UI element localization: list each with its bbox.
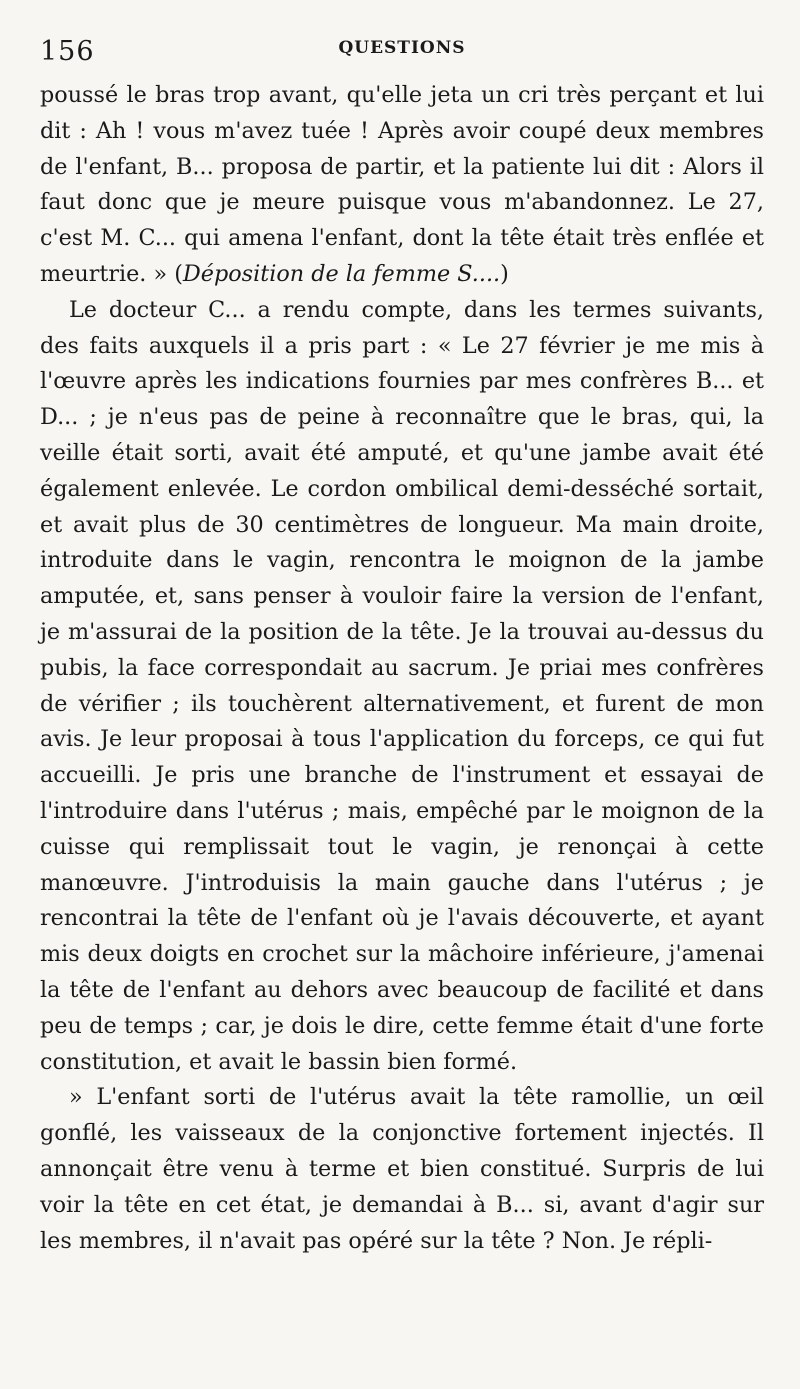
paragraph-2: Le docteur C... a rendu compte, dans les termes suivants, des faits auxquels il a pris part : « Le 27 février je me mis à l'œuvre après les indications fournies par mes confrères B... et D... ; je n'eus pas de peine à reconnaître que le bras, qui, la veille était sorti, avait été amputé, et qu'une jambe avait été également enlevée. Le cordon ombilical demi-desséché sortait, et avait plus de 30 centimètres de longueur. Ma main droite, introduite dans le vagin, rencontra le moignon de la jambe amputée, et, sans penser à vouloir faire la version de l'enfant, je m'assurai de la position de la tête. Je la trouvai au-dessus du pubis, la face correspondait au sacrum. Je priai mes confrères de vérifier ; ils touchèrent alternativement, et furent de mon avis. Je leur proposai à tous l'application du forceps, ce qui fut accueilli. Je pris une branche de l'instrument et essayai de l'introduire dans l'utérus ; mais, empêché par le moignon de la cuisse qui remplissait tout le vagin, je renonçai à cette manœuvre. J'introduisis la main gauche dans l'utérus ; je rencontrai la tête de l'enfant où je l'avais découverte, et ayant mis deux doigts en crochet sur la mâchoire inférieure, j'amenai la tête de l'enfant au dehors avec beaucoup de facilité et dans peu de temps ; car, je dois le dire, cette femme était d'une forte constitution, et avait le bassin bien formé. — [40, 296, 764, 1075]
paragraph-1-text: poussé le bras trop avant, qu'elle jeta un cri très perçant et lui dit : Ah ! vous m'avez tuée ! Après avoir coupé deux membres de l'enfant, B... proposa de partir, et la patiente lui dit : Alors il faut donc que je meure puisque vous m'abandonnez. Le 27, c'est M. C... qui amena l'enfant, dont la tête était très enflée et meurtrie. » ( — [40, 82, 764, 287]
paragraph-1-end: ) — [500, 260, 509, 287]
body-text — [40, 78, 764, 1259]
paragraph-1 — [40, 78, 764, 293]
running-header — [40, 30, 764, 67]
paragraph-3: » L'enfant sorti de l'utérus avait la tête ramollie, un œil gonflé, les vaisseaux de la conjonctive fortement injectés. Il annonçait être venu à terme et bien constitué. Surpris de lui voir la tête en cet état, je demandai à B... si, avant d'agir sur les membres, il n'avait pas opéré sur la tête ? Non. Je répli- — [40, 1084, 764, 1254]
deposition-citation: Déposition de la femme S.... — [182, 260, 501, 287]
running-title: QUESTIONS — [338, 38, 466, 58]
page-number: 156 — [40, 36, 95, 67]
